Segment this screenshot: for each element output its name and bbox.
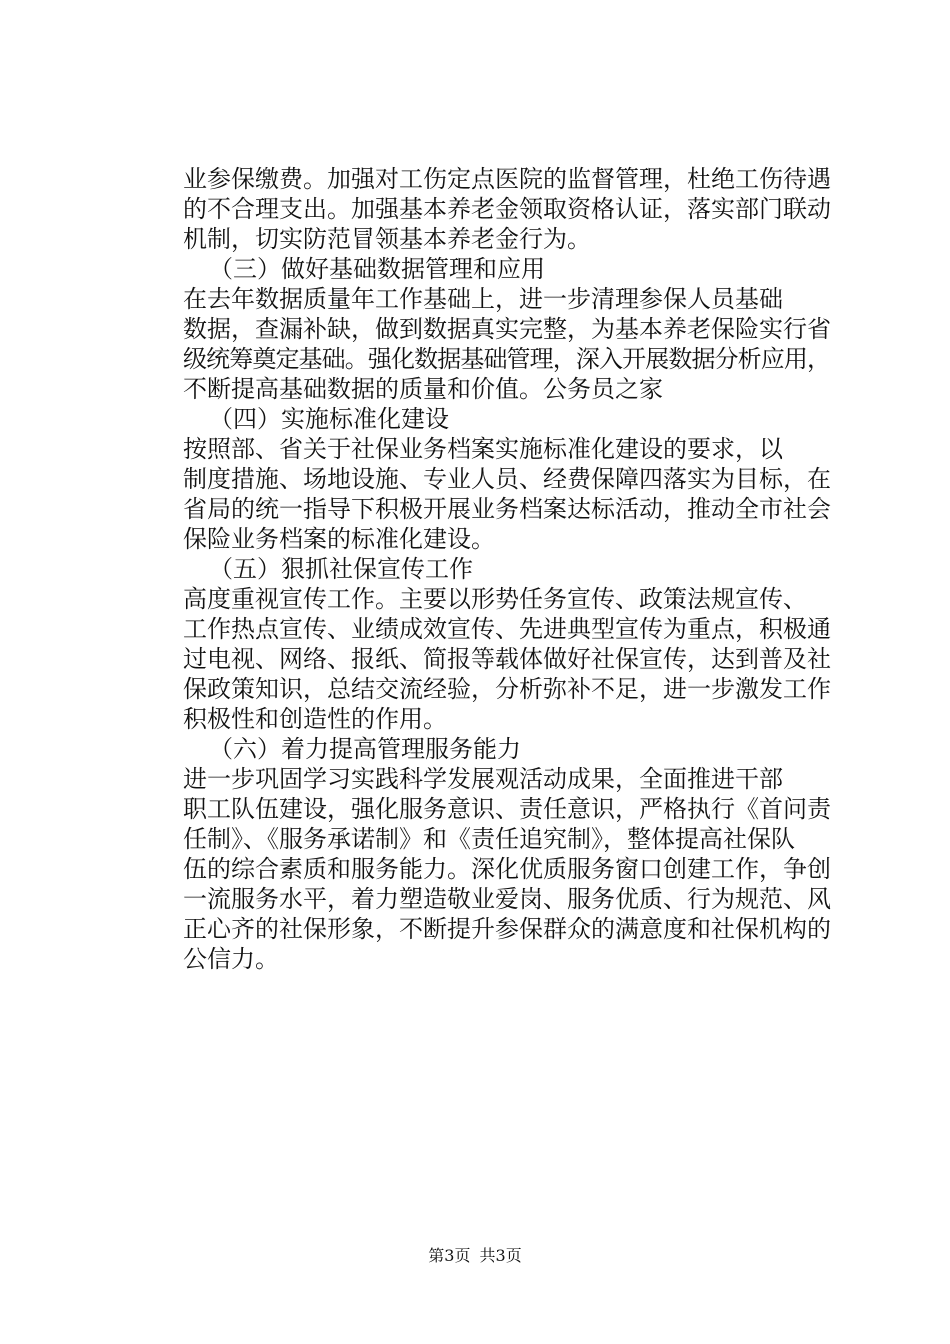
text-line: 保政策知识，总结交流经验，分析弥补不足，进一步激发工作	[183, 675, 831, 703]
text-line: 业参保缴费。加强对工伤定点医院的监督管理，杜绝工伤待遇	[183, 165, 831, 193]
section-heading: （四）实施标准化建设	[209, 405, 449, 433]
text-line: 进一步巩固学习实践科学发展观活动成果，全面推进干部	[183, 765, 783, 793]
text-line: 级统筹奠定基础。强化数据基础管理，深入开展数据分析应用，	[183, 345, 831, 373]
section-heading: （六）着力提高管理服务能力	[209, 735, 521, 763]
text-line: 任制》、《服务承诺制》和《责任追究制》，整体提高社保队	[183, 825, 795, 853]
text-line: 数据，查漏补缺，做到数据真实完整，为基本养老保险实行省	[183, 315, 831, 343]
text-line: 省局的统一指导下积极开展业务档案达标活动，推动全市社会	[183, 495, 831, 523]
text-line: 工作热点宣传、业绩成效宣传、先进典型宣传为重点，积极通	[183, 615, 831, 643]
section-heading: （五）狠抓社保宣传工作	[209, 555, 473, 583]
text-line: 积极性和创造性的作用。	[183, 705, 447, 733]
text-line: 制度措施、场地设施、专业人员、经费保障四落实为目标，在	[183, 465, 831, 493]
page-footer	[0, 1246, 950, 1266]
section-heading: （三）做好基础数据管理和应用	[209, 255, 545, 283]
text-line: 按照部、省关于社保业务档案实施标准化建设的要求，以	[183, 435, 783, 463]
text-line: 机制，切实防范冒领基本养老金行为。	[183, 225, 591, 253]
text-line: 伍的综合素质和服务能力。深化优质服务窗口创建工作，争创	[183, 855, 831, 883]
text-line: 一流服务水平，着力塑造敬业爱岗、服务优质、行为规范、风	[183, 885, 831, 913]
text-line: 职工队伍建设，强化服务意识、责任意识，严格执行《首问责	[183, 795, 831, 823]
text-line: 在去年数据质量年工作基础上，进一步清理参保人员基础	[183, 285, 783, 313]
text-line: 高度重视宣传工作。主要以形势任务宣传、政策法规宣传、	[183, 585, 807, 613]
text-line: 保险业务档案的标准化建设。	[183, 525, 495, 553]
document-body	[183, 164, 831, 974]
page-number: 第3页	[428, 1246, 471, 1265]
text-line: 正心齐的社保形象，不断提升参保群众的满意度和社保机构的	[183, 915, 831, 943]
text-line: 不断提高基础数据的质量和价值。公务员之家	[183, 375, 663, 403]
page-total: 共3页	[479, 1246, 522, 1265]
text-line: 过电视、网络、报纸、简报等载体做好社保宣传，达到普及社	[183, 645, 831, 673]
text-line: 的不合理支出。加强基本养老金领取资格认证，落实部门联动	[183, 195, 831, 223]
text-line: 公信力。	[183, 945, 279, 973]
